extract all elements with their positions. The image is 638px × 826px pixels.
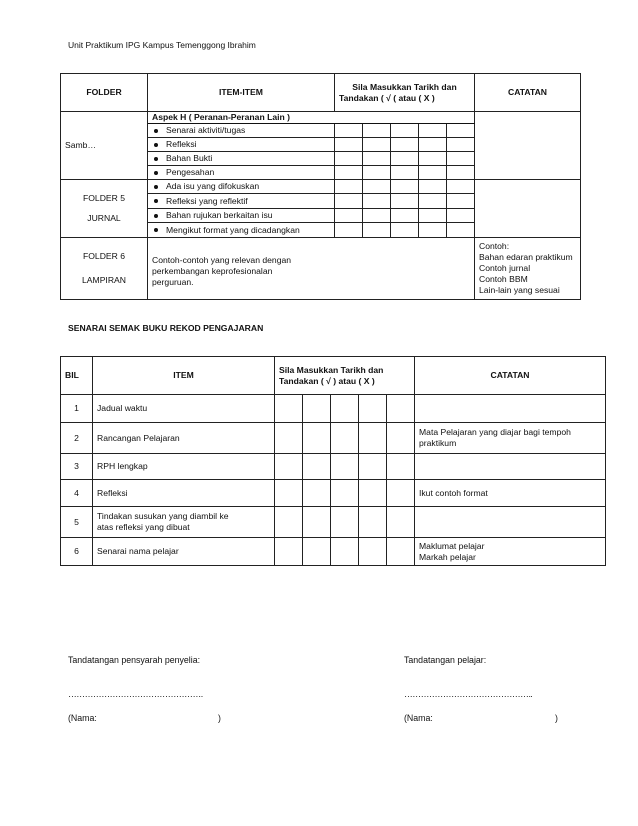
item-cell: RPH lengkap [93,454,275,480]
date-cell[interactable] [387,395,415,423]
table-row [61,507,606,538]
date-cell[interactable] [359,423,387,454]
list-item: Pengesahan [148,166,335,180]
table-row [61,480,606,507]
lecturer-name-close: ) [218,713,221,723]
folder6-item-cell: Contoh-contoh yang relevan dengan perkembangan keprofesionalan perguruan. [148,238,475,300]
lecturer-signature-line[interactable]: …………………………………………. [68,689,203,699]
date-cell[interactable] [275,480,303,507]
student-name-close: ) [555,713,558,723]
item-cell: Jadual waktu [93,395,275,423]
date-cell[interactable] [331,423,359,454]
bil-cell: 4 [61,480,93,507]
date-cell[interactable] [331,480,359,507]
date-cell[interactable] [419,209,447,223]
date-cell[interactable] [447,138,475,152]
list-item: Ada isu yang difokuskan [148,180,335,194]
item-cell: Rancangan Pelajaran [93,423,275,454]
date-cell[interactable] [447,209,475,223]
date-cell[interactable] [331,454,359,480]
date-cell[interactable] [331,507,359,538]
date-cell[interactable] [363,152,391,166]
lecturer-signature-label: Tandatangan pensyarah penyelia: [68,655,201,665]
date-cell[interactable] [419,152,447,166]
date-cell[interactable] [391,223,419,238]
date-header-line1: Sila Masukkan Tarikh dan [352,81,457,92]
notes-cell: Ikut contoh format [415,480,606,507]
date-cell[interactable] [303,454,331,480]
table-row [61,454,606,480]
folder6-sublabel: LAMPIRAN [82,275,126,285]
date-cell[interactable] [275,395,303,423]
bullet-icon [154,143,158,147]
col-notes-header: CATATAN [415,357,606,395]
bil-cell: 1 [61,395,93,423]
notes-cell: Maklumat pelajar Markah pelajar [415,538,606,566]
date-cell[interactable] [419,180,447,194]
date-cell[interactable] [303,480,331,507]
date-cell[interactable] [387,538,415,566]
date-cell[interactable] [419,194,447,209]
date-cell[interactable] [359,454,387,480]
folder6-cell [61,238,148,300]
list-item: Bahan Bukti [148,152,335,166]
date-cell[interactable] [275,454,303,480]
folder6-label: FOLDER 6 [82,251,126,261]
date-cell[interactable] [331,538,359,566]
date-cell[interactable] [275,507,303,538]
lecturer-name-open: (Nama: [68,713,97,723]
aspect-title: Aspek H ( Peranan-Peranan Lain ) [148,112,475,124]
date-cell[interactable] [359,480,387,507]
samb-notes-cell [475,112,581,180]
date-cell[interactable] [275,423,303,454]
date-cell[interactable] [335,138,363,152]
bil-cell: 3 [61,454,93,480]
bil-cell: 6 [61,538,93,566]
date-header-line2: Tandakan ( √ ( atau ( X ) [339,92,435,103]
list-item: Senarai aktiviti/tugas [148,124,335,138]
date-cell[interactable] [359,538,387,566]
folder-checklist-table [60,73,581,300]
date-cell[interactable] [419,166,447,180]
date-cell[interactable] [335,166,363,180]
date-cell[interactable] [303,538,331,566]
bullet-icon [154,214,158,218]
bullet-icon [154,199,158,203]
folder5-label: FOLDER 5 [82,193,126,203]
date-cell[interactable] [363,138,391,152]
col-item-header: ITEM [93,357,275,395]
notes-cell [415,454,606,480]
date-cell[interactable] [303,395,331,423]
item-cell: Tindakan susukan yang diambil ke atas refleksi yang dibuat [93,507,275,538]
col-item-header: ITEM-ITEM [148,74,335,112]
date-cell[interactable] [335,152,363,166]
bullet-icon [154,129,158,133]
notes-cell: Mata Pelajaran yang diajar bagi tempoh praktikum [415,423,606,454]
list-item: Refleksi yang reflektif [148,194,335,209]
date-cell[interactable] [391,180,419,194]
folder5-notes-cell [475,180,581,238]
folder5-cell [61,180,148,238]
list-item: Refleksi [148,138,335,152]
notes-cell [415,507,606,538]
bullet-icon [154,171,158,175]
folder5-sublabel: JURNAL [87,213,121,223]
col-bil-header: BIL [61,357,93,395]
bil-cell: 2 [61,423,93,454]
date-cell[interactable] [363,180,391,194]
date-cell[interactable] [391,138,419,152]
date-cell[interactable] [303,423,331,454]
student-signature-line[interactable]: ……………………………………….. [404,689,533,699]
bullet-icon [154,185,158,189]
page-header: Unit Praktikum IPG Kampus Temenggong Ibrahim [68,40,256,50]
date-cell[interactable] [447,180,475,194]
date-cell[interactable] [447,124,475,138]
date-cell[interactable] [387,480,415,507]
date-cell[interactable] [387,507,415,538]
date-cell[interactable] [419,124,447,138]
samb-label: Samb… [65,140,97,150]
date-cell[interactable] [391,152,419,166]
date-cell[interactable] [331,395,359,423]
date-cell[interactable] [335,180,363,194]
date-cell[interactable] [303,507,331,538]
table-row [61,423,606,454]
bil-cell: 5 [61,507,93,538]
date-cell[interactable] [275,538,303,566]
bullet-icon [154,228,158,232]
section-title: SENARAI SEMAK BUKU REKOD PENGAJARAN [68,323,264,333]
date-header-line1: Sila Masukkan Tarikh dan [279,364,384,375]
col-notes-header: CATATAN [475,74,581,112]
table1-header-row [61,74,581,112]
date-cell[interactable] [363,223,391,238]
date-cell[interactable] [363,124,391,138]
date-cell[interactable] [363,209,391,223]
student-name-open: (Nama: [404,713,433,723]
bullet-icon [154,157,158,161]
date-cell[interactable] [447,223,475,238]
item-cell: Refleksi [93,480,275,507]
date-cell[interactable] [363,194,391,209]
record-book-table [60,356,606,566]
date-cell[interactable] [391,166,419,180]
table-row [61,538,606,566]
folder6-notes-cell: Contoh: Bahan edaran praktikum Contoh jurnal Contoh BBM Lain-lain yang sesuai [475,238,581,300]
date-cell[interactable] [391,124,419,138]
date-cell[interactable] [335,124,363,138]
date-cell[interactable] [335,223,363,238]
notes-cell [415,395,606,423]
date-cell[interactable] [363,166,391,180]
item-cell: Senarai nama pelajar [93,538,275,566]
date-cell[interactable] [419,138,447,152]
date-header-line2: Tandakan ( √ ) atau ( X ) [279,375,375,386]
table-row [61,395,606,423]
date-cell[interactable] [447,166,475,180]
date-cell[interactable] [387,454,415,480]
list-item: Bahan rujukan berkaitan isu [148,209,335,223]
date-cell[interactable] [335,209,363,223]
student-signature-label: Tandatangan pelajar: [404,655,487,665]
date-cell[interactable] [387,423,415,454]
date-cell[interactable] [447,152,475,166]
date-cell[interactable] [391,194,419,209]
date-cell[interactable] [359,507,387,538]
col-date-header [275,357,415,395]
date-cell[interactable] [391,209,419,223]
date-cell[interactable] [419,223,447,238]
col-folder-header: FOLDER [61,74,148,112]
date-cell[interactable] [335,194,363,209]
list-item: Mengikut format yang dicadangkan [148,223,335,238]
samb-folder-cell [61,112,148,180]
table2-header-row [61,357,606,395]
date-cell[interactable] [359,395,387,423]
col-date-header [335,74,475,112]
date-cell[interactable] [447,194,475,209]
